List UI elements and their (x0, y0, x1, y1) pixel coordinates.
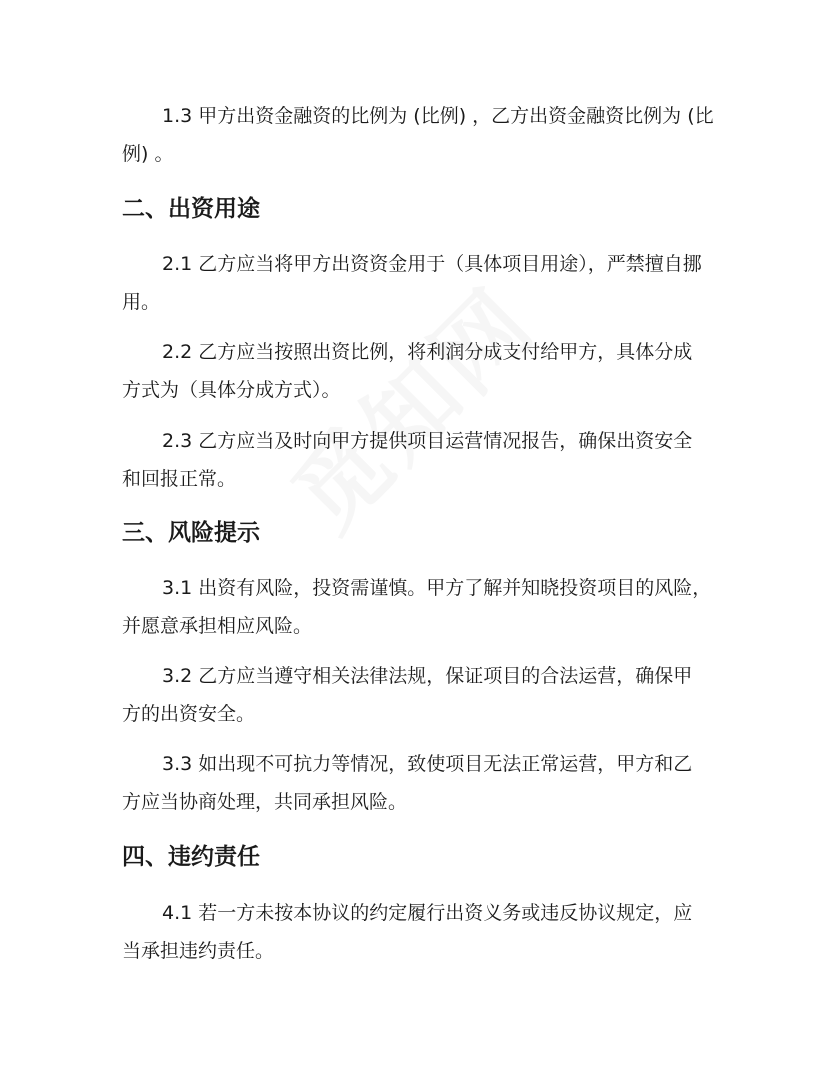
clause-3-1 (122, 569, 722, 645)
clause-line: 4.1 若一方未按本协议的约定履行出资义务或违反协议规定，应 (162, 902, 693, 924)
clause-line: 2.1 乙方应当将甲方出资资金用于（具体项目用途），严禁擅自挪 (162, 253, 702, 275)
clause-2-2 (122, 333, 722, 409)
clause-4-1 (122, 894, 722, 970)
clause-line: 方式为（具体分成方式）。 (122, 379, 341, 401)
clause-line: 2.2 乙方应当按照出资比例，将利润分成支付给甲方，具体分成 (162, 341, 693, 363)
clause-line: 3.2 乙方应当遵守相关法律法规，保证项目的合法运营，确保甲 (162, 665, 693, 687)
clause-line: 和回报正常。 (122, 468, 237, 490)
clause-line: 方的出资安全。 (122, 703, 256, 725)
clause-line: 当承担违约责任。 (122, 940, 275, 962)
section-heading-usage: 二、出资用途 (122, 196, 260, 222)
clause-line: 例) 。 (122, 143, 174, 165)
clause-line: 1.3 甲方出资金融资的比例为 (比例) ，乙方出资金融资比例为 (比 (162, 105, 714, 127)
clause-1-3 (122, 97, 722, 173)
clause-line: 3.3 如出现不可抗力等情况，致使项目无法正常运营，甲方和乙 (162, 753, 693, 775)
clause-line: 3.1 出资有风险，投资需谨慎。甲方了解并知晓投资项目的风险， (162, 577, 712, 599)
section-heading-liability: 四、违约责任 (122, 844, 260, 870)
clause-line: 方应当协商处理，共同承担风险。 (122, 791, 408, 813)
clause-3-2 (122, 657, 722, 733)
clause-2-3 (122, 422, 722, 498)
clause-line: 用。 (122, 291, 161, 313)
clause-2-1 (122, 245, 722, 321)
clause-line: 2.3 乙方应当及时向甲方提供项目运营情况报告，确保出资安全 (162, 430, 693, 452)
clause-line: 并愿意承担相应风险。 (122, 615, 313, 637)
section-heading-risk: 三、风险提示 (122, 520, 260, 546)
clause-3-3 (122, 745, 722, 821)
